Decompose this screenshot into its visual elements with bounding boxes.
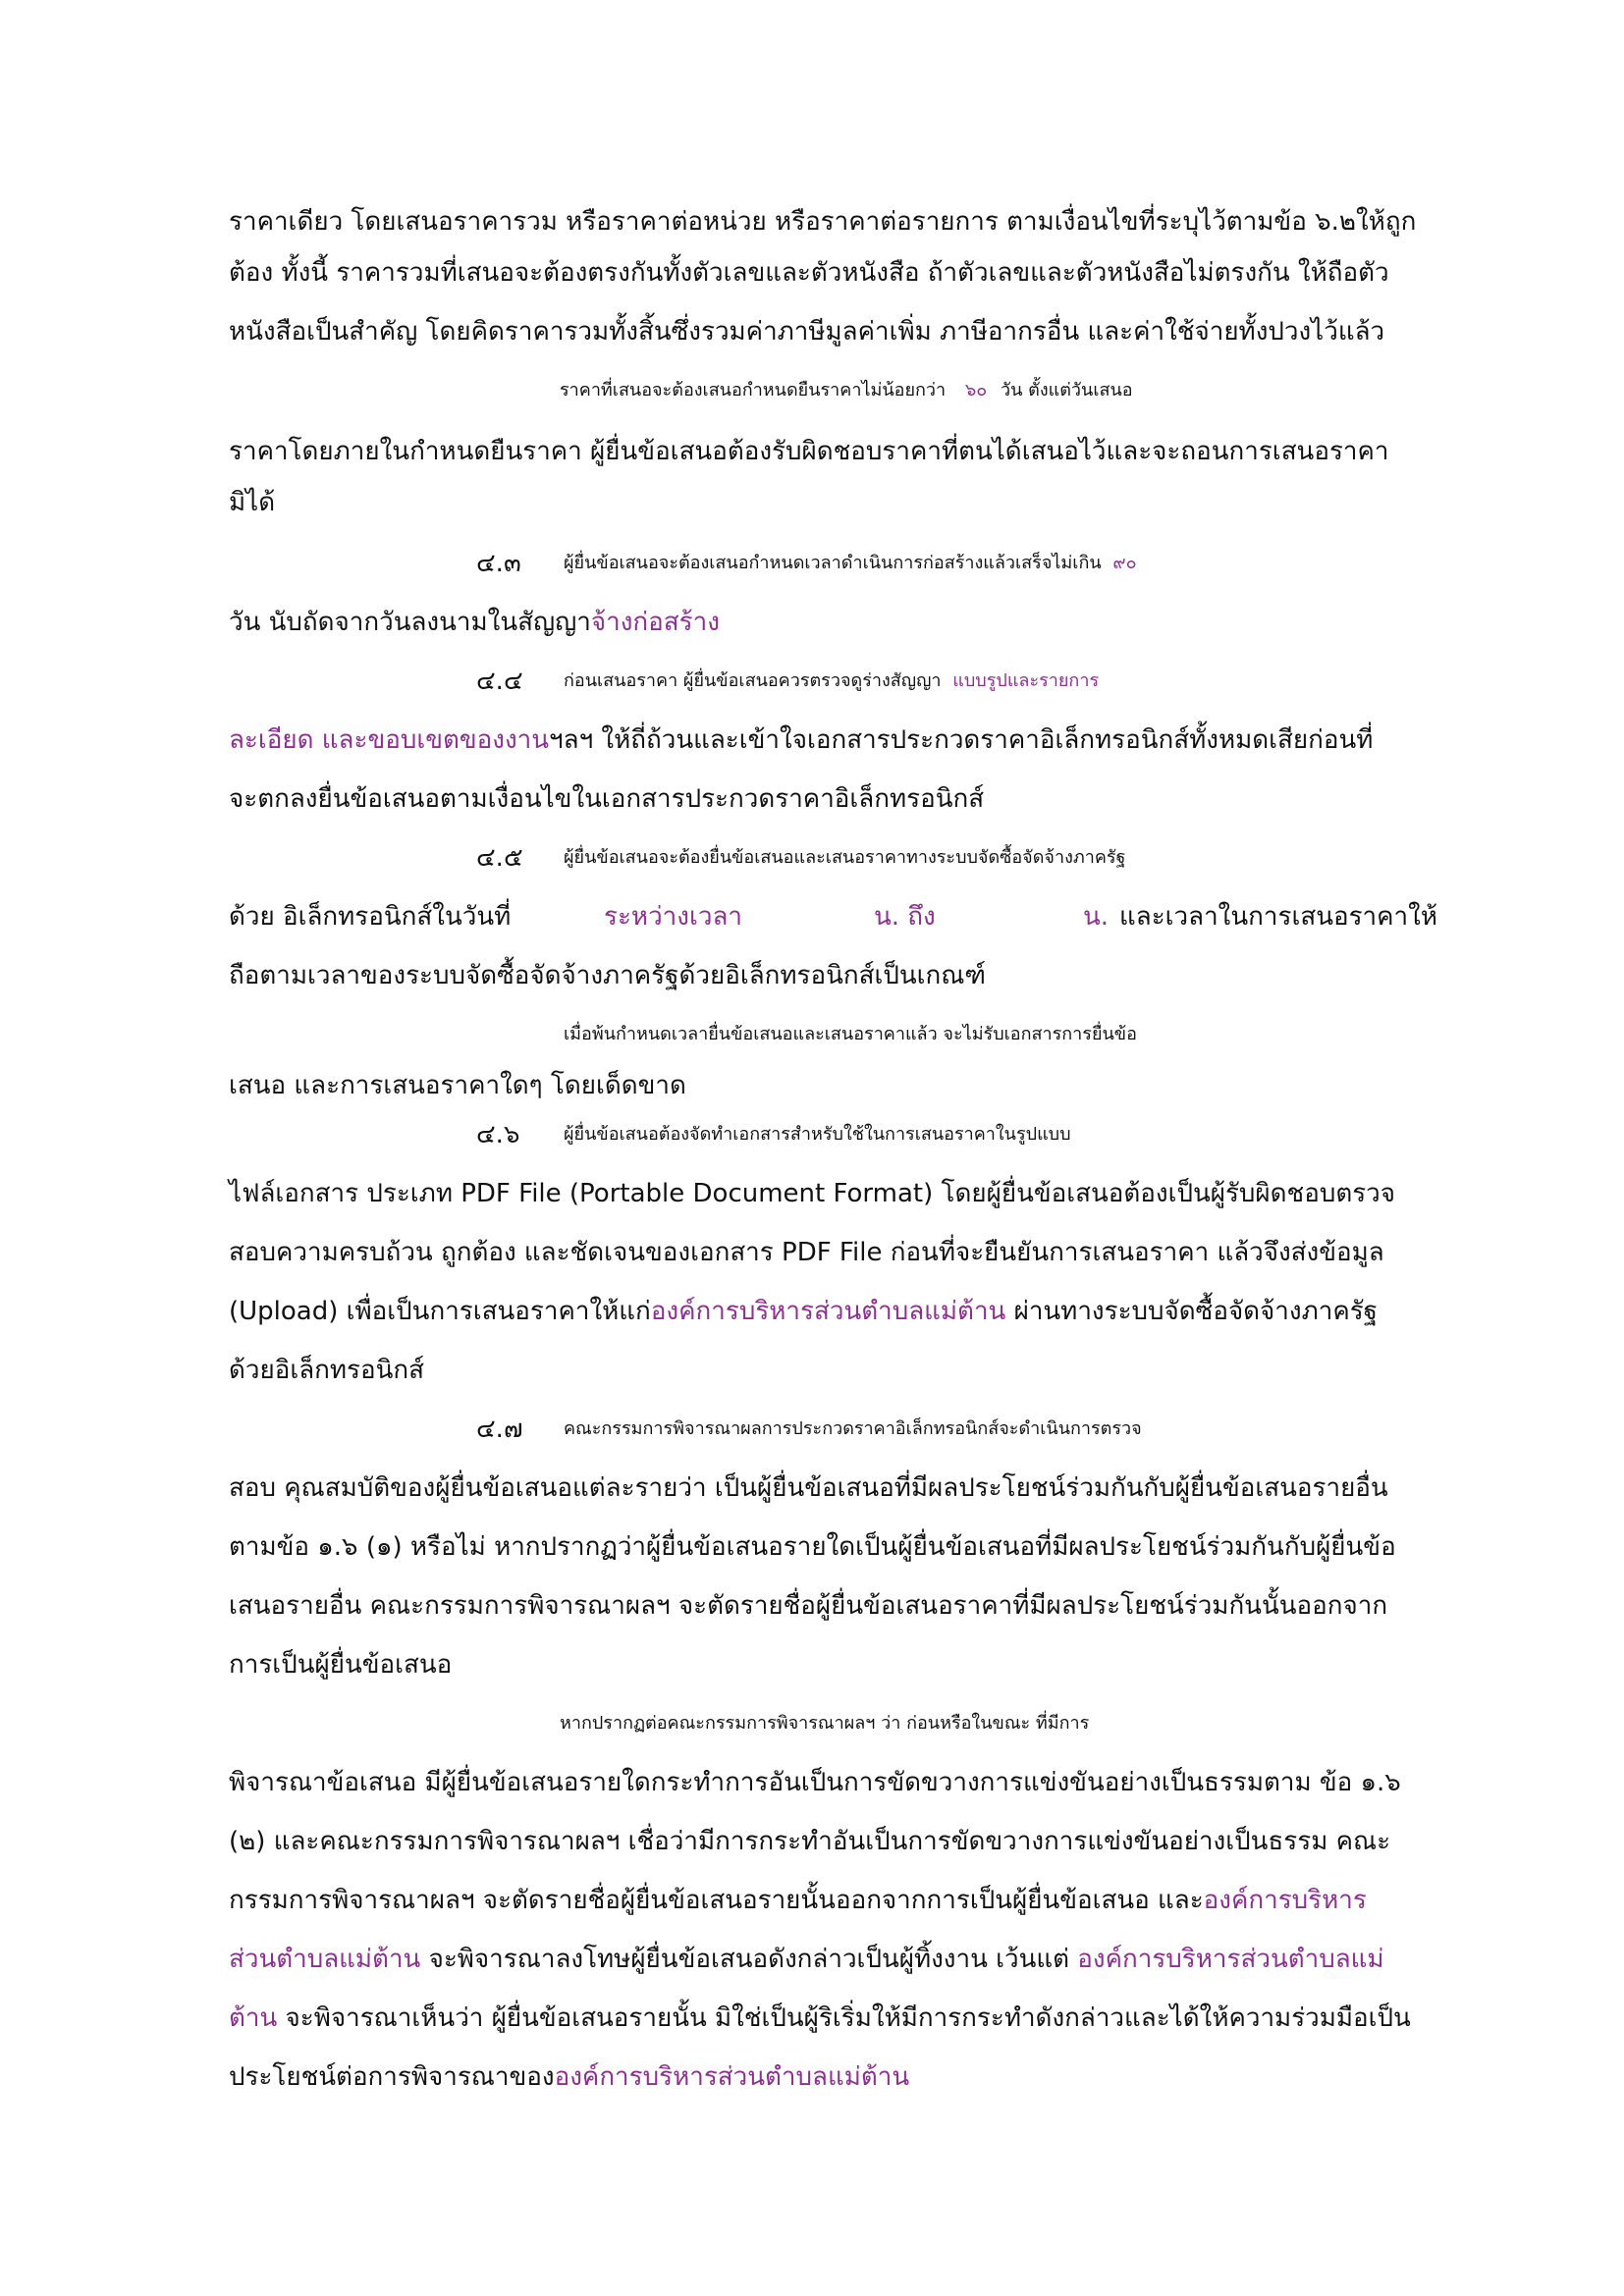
line-text: ราคาโดยภายในกำหนดยืนราคา ผู้ยื่นข้อเสนอต้องรับผิดชอบราคาที่ตนได้เสนอไว้และจะถอนการเสนอราคา	[229, 437, 1389, 466]
text-line	[564, 542, 1447, 585]
text-line	[229, 1938, 1427, 1981]
line-text: กรรมการพิจารณาผลฯ จะตัดรายชื่อผู้ยื่นข้อเสนอรายนั้นออกจากการเป็นผู้ยื่นข้อเสนอ และ	[229, 1886, 1204, 1915]
text-line	[229, 481, 1427, 524]
text-line	[564, 660, 1447, 703]
line-text: จะพิจารณาเห็นว่า ผู้ยื่นข้อเสนอรายนั้น มิใช่เป็นผู้ริเริ่มให้มีการกระทำดังกล่าวและได้ให้ความร่วมมือเป็น	[285, 2003, 1411, 2033]
line-text: และเวลาในการเสนอราคาให้	[1119, 902, 1437, 932]
text-line	[229, 601, 1427, 644]
line-text: (Upload) เพื่อเป็นการเสนอราคาให้แก่	[229, 1297, 651, 1326]
organization-name: องค์การบริหารส่วนตำบลแม่ต้าน	[650, 1297, 1006, 1326]
line-text: มิได้	[229, 488, 276, 517]
text-line	[564, 1113, 1447, 1156]
line-text: ฯลฯ ให้ถี่ถ้วนและเข้าใจเอกสารประกวดราคาอิเล็กทรอนิกส์ทั้งหมดเสียก่อนที่	[549, 725, 1374, 755]
organization-name: องค์การบริหารส่วนตำบลแม่	[1077, 1945, 1384, 1974]
text-line	[229, 1467, 1427, 1510]
line-text: ผู้ยื่นข้อเสนอจะต้องยื่นข้อเสนอและเสนอราคาทางระบบจัดซื้อจัดจ้างภาครัฐ	[564, 847, 1126, 868]
text-line	[560, 1702, 1443, 1745]
text-line	[229, 954, 1427, 997]
text-line	[229, 1643, 1427, 1686]
text-line	[229, 310, 1427, 353]
text-line	[229, 777, 1427, 821]
line-text: ตามข้อ ๑.๖ (๑) หรือไม่ หากปรากฏว่าผู้ยื่นข้อเสนอรายใดเป็นผู้ยื่นข้อเสนอที่มีผลประโยชน์ร่วมกันกับผู้ยื่นข้อ	[229, 1532, 1396, 1562]
text-line	[229, 251, 1427, 294]
line-text: เมื่อพ้นกำหนดเวลายื่นข้อเสนอและเสนอราคาแล้ว จะไม่รับเอกสารการยื่นข้อ	[564, 1024, 1137, 1044]
text-line	[229, 430, 1427, 473]
time-label: น. ถึง	[874, 902, 936, 932]
line-text: สอบ คุณสมบัติของผู้ยื่นข้อเสนอแต่ละรายว่า เป็นผู้ยื่นข้อเสนอที่มีผลประโยชน์ร่วมกันกับผู้ยื่นข้อเสนอรายอื่น	[229, 1473, 1388, 1503]
clause-number: ๔.๗	[476, 1415, 523, 1444]
text-line	[229, 1172, 1427, 1215]
validity-days: ๖๐	[964, 380, 988, 400]
text-line	[229, 1349, 1427, 1392]
line-text: จะตกลงยื่นข้อเสนอตามเงื่อนไขในเอกสารประกวดราคาอิเล็กทรอนิกส์	[229, 784, 985, 814]
text-line	[229, 1231, 1427, 1274]
line-text: จะพิจารณาลงโทษผู้ยื่นข้อเสนอดังกล่าวเป็นผู้ทิ้งงาน เว้นแต่	[428, 1945, 1070, 1974]
organization-name: องค์การบริหารส่วนตำบลแม่ต้าน	[554, 2062, 910, 2092]
text-line	[229, 2056, 1427, 2099]
line-text: ราคาเดียว โดยเสนอราคารวม หรือราคาต่อหน่วย หรือราคาต่อรายการ ตามเงื่อนไขที่ระบุไว้ตามข้อ ๖.๒ให้ถูก	[229, 207, 1417, 237]
line-text: หากปรากฏต่อคณะกรรมการพิจารณาผลฯ ว่า ก่อนหรือในขณะ ที่มีการ	[560, 1713, 1090, 1734]
text-line	[229, 200, 1427, 243]
clause-number: ๔.๓	[476, 549, 521, 578]
time-label: ระหว่างเวลา	[604, 902, 742, 932]
line-text: เสนอรายอื่น คณะกรรมการพิจารณาผลฯ จะตัดรายชื่อผู้ยื่นข้อเสนอราคาที่มีผลประโยชน์ร่วมกันนั้นออกจาก	[229, 1591, 1388, 1621]
line-text: ก่อนเสนอราคา ผู้ยื่นข้อเสนอควรตรวจดูร่างสัญญา	[564, 670, 942, 691]
line-text: ด้วยอิเล็กทรอนิกส์	[229, 1356, 424, 1385]
text-line	[564, 1408, 1447, 1451]
text-line	[229, 1820, 1427, 1863]
text-line	[564, 836, 1447, 880]
line-text: การเป็นผู้ยื่นข้อเสนอ	[229, 1650, 453, 1680]
line-text: ผู้ยื่นข้อเสนอต้องจัดทำเอกสารสำหรับใช้ในการเสนอราคาในรูปแบบ	[564, 1124, 1071, 1145]
clause-number: ๔.๔	[476, 667, 523, 696]
line-text: สอบความครบถ้วน ถูกต้อง และชัดเจนของเอกสาร PDF File ก่อนที่จะยืนยันการเสนอราคา แล้วจึงส่งข้อมูล	[229, 1238, 1384, 1267]
line-text: พิจารณาข้อเสนอ มีผู้ยื่นข้อเสนอรายใดกระทำการอันเป็นการขัดขวางการแข่งขันอย่างเป็นธรรมตาม ข้อ ๑.๖	[229, 1768, 1401, 1797]
line-text: ผ่านทางระบบจัดซื้อจัดจ้างภาครัฐ	[1013, 1297, 1379, 1326]
line-text: ราคาที่เสนอจะต้องเสนอกำหนดยืนราคาไม่น้อยกว่า	[560, 380, 947, 400]
completion-days: ๙๐	[1112, 553, 1137, 573]
line-text: ถือตามเวลาของระบบจัดซื้อจัดจ้างภาครัฐด้วยอิเล็กทรอนิกส์เป็นเกณฑ์	[229, 961, 986, 990]
highlighted-term: ละเอียด และขอบเขตของงาน	[229, 725, 550, 755]
organization-name: ส่วนตำบลแม่ต้าน	[229, 1945, 421, 1974]
text-line	[229, 1525, 1427, 1569]
text-line	[564, 1013, 1447, 1056]
line-text: ต้อง ทั้งนี้ ราคารวมที่เสนอจะต้องตรงกันทั้งตัวเลขและตัวหนังสือ ถ้าตัวเลขและตัวหนังสือไม่ตรงกัน ให้ถือตัว	[229, 258, 1389, 288]
highlighted-term: แบบรูปและรายการ	[952, 670, 1100, 691]
text-line	[229, 1290, 1427, 1333]
line-text: เสนอ และการเสนอราคาใดๆ โดยเด็ดขาด	[229, 1071, 686, 1100]
line-text: วัน นับถัดจากวันลงนามในสัญญา	[229, 608, 591, 637]
text-line	[229, 1879, 1427, 1922]
line-text: หนังสือเป็นสำคัญ โดยคิดราคารวมทั้งสิ้นซึ่งรวมค่าภาษีมูลค่าเพิ่ม ภาษีอากรอื่น และค่าใช้จ่ายทั้งปวงไว้แล้ว	[229, 317, 1385, 347]
clause-number: ๔.๕	[476, 843, 523, 873]
organization-name: องค์การบริหาร	[1203, 1886, 1367, 1915]
line-text: ประโยชน์ต่อการพิจารณาของ	[229, 2062, 555, 2092]
line-text: (๒) และคณะกรรมการพิจารณาผลฯ เชื่อว่ามีการกระทำอันเป็นการขัดขวางการแข่งขันอย่างเป็นธรรม คณะ	[229, 1827, 1391, 1856]
line-text: ด้วย อิเล็กทรอนิกส์ในวันที่	[229, 902, 512, 932]
line-text: วัน ตั้งแต่วันเสนอ	[1001, 380, 1133, 400]
text-line	[560, 369, 1443, 412]
text-line	[229, 1064, 1427, 1107]
clause-number: ๔.๖	[476, 1120, 520, 1149]
line-text: ไฟล์เอกสาร ประเภท PDF File (Portable Document Format) โดยผู้ยื่นข้อเสนอต้องเป็นผู้รับผิดชอบตรวจ	[229, 1179, 1396, 1208]
line-text: คณะกรรมการพิจารณาผลการประกวดราคาอิเล็กทรอนิกส์จะดำเนินการตรวจ	[564, 1418, 1142, 1439]
highlighted-term: จ้างก่อสร้าง	[590, 608, 720, 637]
text-line	[229, 1761, 1427, 1804]
text-line	[229, 719, 1427, 762]
organization-name: ต้าน	[229, 2003, 278, 2033]
time-label: น.	[1083, 902, 1110, 932]
line-text: ผู้ยื่นข้อเสนอจะต้องเสนอกำหนดเวลาดำเนินการก่อสร้างแล้วเสร็จไม่เกิน	[564, 553, 1102, 573]
text-line	[229, 1584, 1427, 1628]
text-line	[229, 1997, 1427, 2040]
